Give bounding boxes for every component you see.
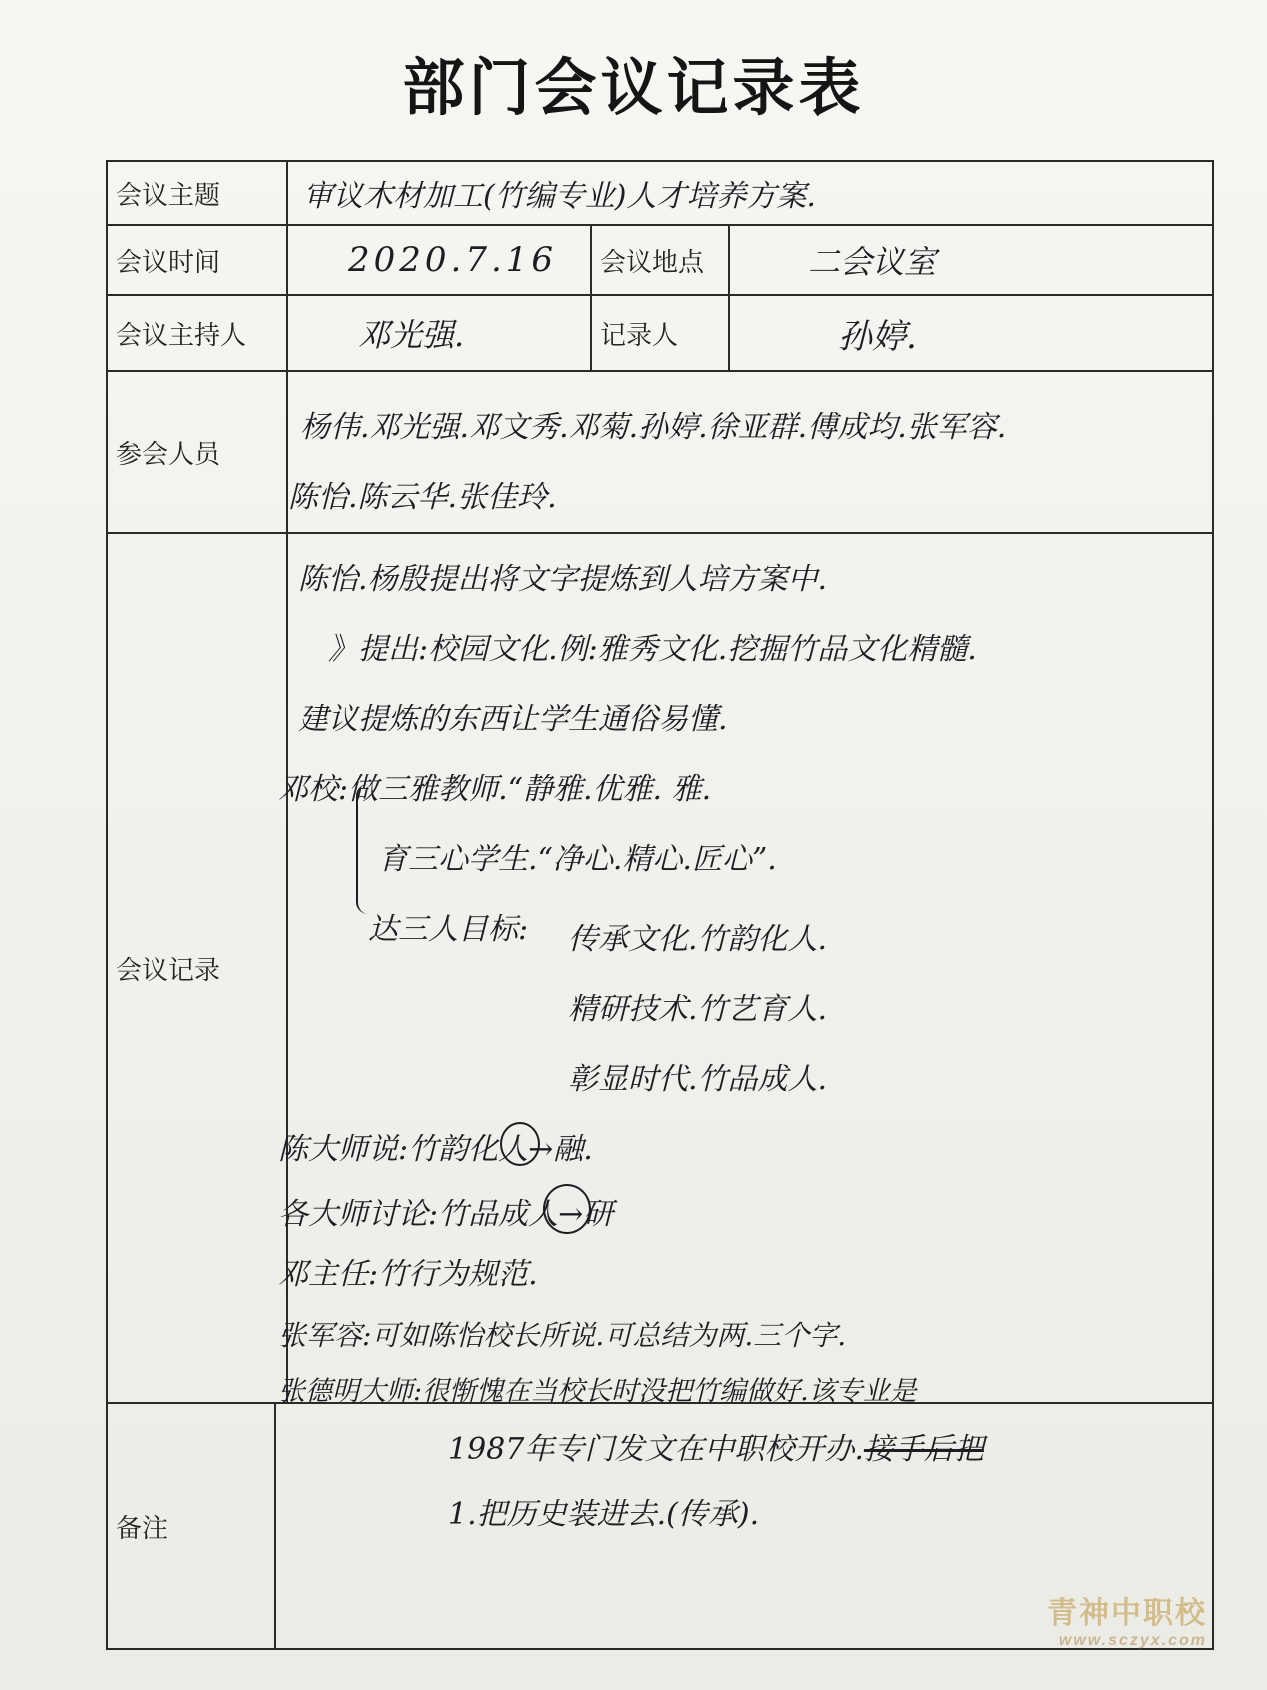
label-attendees: 参会人员 [108,372,288,532]
label-recorder: 记录人 [590,296,730,370]
minutes-line: 》提出:校园文化.例:雅秀文化.挖掘竹品文化精髓. [328,632,977,667]
label-host: 会议主持人 [108,296,288,370]
row-minutes [108,534,1212,1407]
minutes-line: 邓校:做三雅教师.“静雅.优雅. 雅. [278,772,712,807]
minutes-line: 育三心学生.“净心.精心.匠心”. [378,842,777,877]
circle-mark [500,1122,540,1166]
watermark [1047,1588,1207,1650]
minutes-line: 各大师讨论:竹品成人→研 [278,1197,614,1232]
value-time: 2020.7.16 [348,240,558,280]
form-title: 部门会议记录表 [402,51,865,124]
notes-line-1-text: 1987年专门发文在中职校开办. [448,1432,864,1467]
minutes-line: 达三人目标: [368,912,529,947]
value-place: 二会议室 [808,243,937,281]
row-time [108,226,1212,296]
watermark-name: 青神中职校 [1047,1597,1207,1630]
value-topic: 审议木材加工(竹编专业)人才培养方案. [303,179,816,214]
brace-mark [356,784,376,914]
meeting-record-table [106,160,1214,1650]
minutes-line: 张德明大师:很惭愧在当校长时没把竹编做好.该专业是 [278,1376,917,1407]
label-place: 会议地点 [590,226,730,294]
label-notes: 备注 [108,1404,276,1648]
label-minutes: 会议记录 [108,534,288,1402]
row-topic [108,162,1212,226]
minutes-line: 传承文化.竹韵化人. [568,922,828,957]
label-topic: 会议主题 [108,162,288,224]
notes-line-2: 1.把历史装进去.(传承). [448,1497,760,1532]
value-recorder: 孙婷. [838,316,917,357]
notes-line-1 [448,1424,984,1468]
minutes-line: 陈怡.杨殷提出将文字提炼到人培方案中. [298,562,828,597]
row-attendees [108,372,1212,534]
notes-line-1-struck: 接手后把 [863,1432,984,1467]
minutes-line: 精研技术.竹艺育人. [568,992,828,1027]
watermark-url: www.sczyx.com [1058,1632,1207,1649]
value-host: 邓光强. [358,316,465,354]
row-host [108,296,1212,372]
minutes-line: 建议提炼的东西让学生通俗易懂. [298,702,728,737]
minutes-line: 张军容:可如陈怡校长所说.可总结为两.三个字. [278,1319,847,1352]
minutes-line: 邓主任:竹行为规范. [278,1257,538,1292]
circle-mark [543,1184,591,1234]
attendees-line-2: 陈怡.陈云华.张佳玲. [288,480,557,515]
label-time: 会议时间 [108,226,288,294]
minutes-line: 陈大师说:竹韵化人→融. [278,1132,593,1167]
minutes-line: 彰显时代.竹品成人. [568,1062,828,1097]
attendees-line-1: 杨伟.邓光强.邓文秀.邓菊.孙婷.徐亚群.傅成均.张军容. [300,410,1007,445]
